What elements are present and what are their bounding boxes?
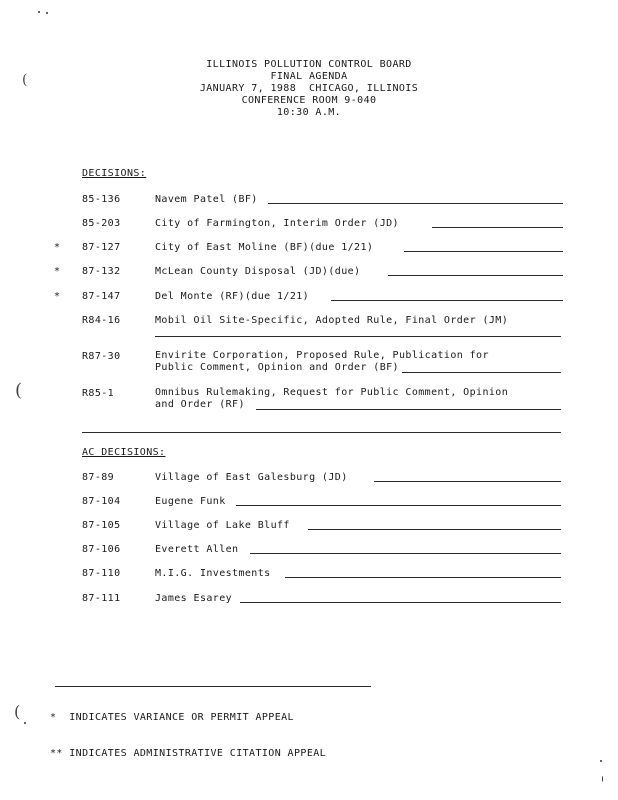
item-description: Everett Allen xyxy=(155,544,239,555)
docket-number: R85-1 xyxy=(82,388,115,399)
decision-item xyxy=(0,241,618,254)
fill-line xyxy=(250,553,561,554)
decision-item xyxy=(0,193,618,206)
item-description: Navem Patel (BF) xyxy=(155,194,258,205)
ac-decisions-title: AC DECISIONS: xyxy=(82,447,166,458)
decision-item xyxy=(0,265,618,278)
docket-number: 85-136 xyxy=(82,194,121,205)
docket-number: 87-89 xyxy=(82,472,115,483)
decision-item xyxy=(0,290,618,303)
scan-speck xyxy=(600,760,602,762)
docket-number: R87-30 xyxy=(82,351,121,362)
header-time: 10:30 A.M. xyxy=(276,107,342,118)
docket-number: 87-111 xyxy=(82,593,121,604)
item-description-line: and Order (RF) xyxy=(155,399,245,410)
variance-marker: * xyxy=(54,242,61,253)
docket-number: 87-127 xyxy=(82,242,121,253)
item-description: M.I.G. Investments xyxy=(155,568,271,579)
ac-decision-item xyxy=(0,543,618,556)
fill-line xyxy=(388,275,563,276)
ac-decision-item xyxy=(0,471,618,484)
header-agenda-title: FINAL AGENDA xyxy=(270,71,348,82)
fill-line xyxy=(240,602,561,603)
margin-mark: ( xyxy=(15,380,23,401)
docket-number: 87-105 xyxy=(82,520,121,531)
item-description: Eugene Funk xyxy=(155,496,226,507)
docket-number: 87-104 xyxy=(82,496,121,507)
docket-number: 87-106 xyxy=(82,544,121,555)
fill-line xyxy=(308,529,561,530)
variance-marker: * xyxy=(54,266,61,277)
legend-divider xyxy=(55,686,371,687)
item-description-line: Omnibus Rulemaking, Request for Public Comment, Opinion xyxy=(155,387,509,398)
fill-line xyxy=(374,481,561,482)
fill-line xyxy=(404,251,563,252)
item-description: Del Monte (RF)(due 1/21) xyxy=(155,291,310,302)
legend xyxy=(50,688,326,784)
agenda-header xyxy=(0,59,618,119)
scan-speck xyxy=(38,11,40,13)
item-description: Village of East Galesburg (JD) xyxy=(155,472,348,483)
fill-line xyxy=(331,300,563,301)
docket-number: 87-110 xyxy=(82,568,121,579)
fill-line xyxy=(285,577,561,578)
header-board-name: ILLINOIS POLLUTION CONTROL BOARD xyxy=(206,59,412,70)
fill-line xyxy=(155,336,561,337)
docket-number: R84-16 xyxy=(82,315,121,326)
scan-speck xyxy=(24,722,26,724)
margin-mark: ( xyxy=(14,702,21,721)
item-description: Village of Lake Bluff xyxy=(155,520,290,531)
item-description: James Esarey xyxy=(155,593,233,604)
legend-variance: * INDICATES VARIANCE OR PERMIT APPEAL xyxy=(50,712,294,723)
docket-number: 87-147 xyxy=(82,291,121,302)
item-description-line: Envirite Corporation, Proposed Rule, Publication for xyxy=(155,350,489,361)
fill-line xyxy=(432,227,563,228)
decision-item xyxy=(0,387,618,410)
decision-item xyxy=(0,314,618,327)
ac-decision-item xyxy=(0,519,618,532)
item-description: City of Farmington, Interim Order (JD) xyxy=(155,218,399,229)
item-description-line: Public Comment, Opinion and Order (BF) xyxy=(155,362,399,373)
scan-speck xyxy=(602,776,603,782)
fill-line xyxy=(82,432,561,433)
ac-decision-item xyxy=(0,567,618,580)
fill-line xyxy=(256,409,561,410)
decision-item xyxy=(0,350,618,373)
item-description: City of East Moline (BF)(due 1/21) xyxy=(155,242,374,253)
scan-speck xyxy=(46,12,48,14)
fill-line xyxy=(268,203,563,204)
item-description: Mobil Oil Site-Specific, Adopted Rule, Final Order (JM) xyxy=(155,315,509,326)
margin-mark: ( xyxy=(22,72,28,88)
variance-marker: * xyxy=(54,291,61,302)
item-description xyxy=(155,387,560,411)
legend-administrative-citation: ** INDICATES ADMINISTRATIVE CITATION APPEAL xyxy=(50,748,327,759)
item-description xyxy=(155,350,560,374)
header-date-location: JANUARY 7, 1988 CHICAGO, ILLINOIS xyxy=(199,83,419,94)
decisions-title: DECISIONS: xyxy=(82,168,147,179)
docket-number: 85-203 xyxy=(82,218,121,229)
ac-decision-item xyxy=(0,592,618,605)
docket-number: 87-132 xyxy=(82,266,121,277)
decision-item xyxy=(0,217,618,230)
item-description: McLean County Disposal (JD)(due) xyxy=(155,266,361,277)
fill-line xyxy=(236,505,561,506)
fill-line xyxy=(402,372,561,373)
header-room: CONFERENCE ROOM 9-040 xyxy=(241,95,377,106)
ac-decision-item xyxy=(0,495,618,508)
